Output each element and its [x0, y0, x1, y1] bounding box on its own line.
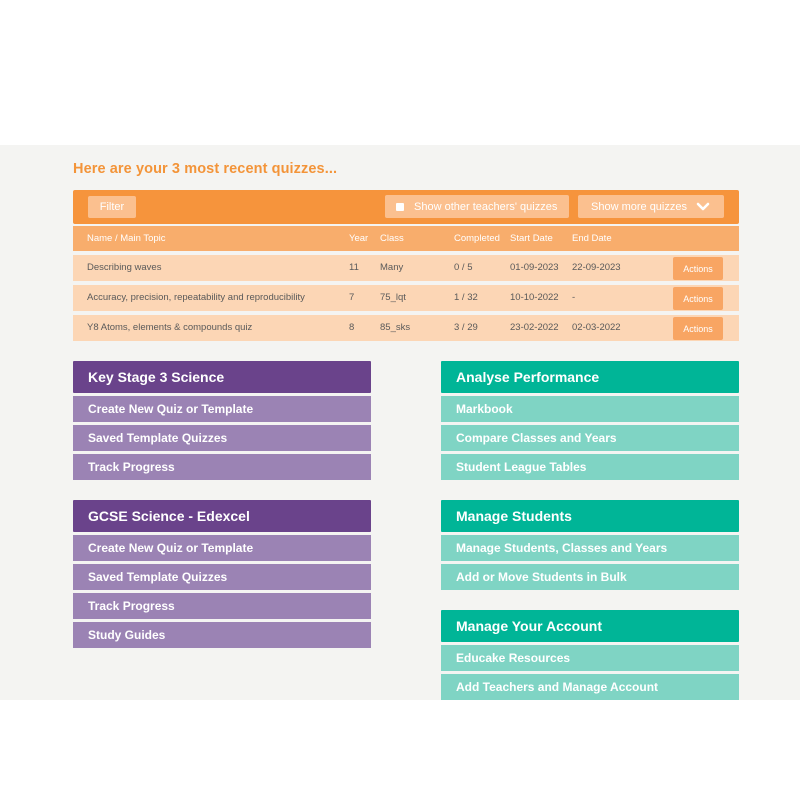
cell-name[interactable]: Y8 Atoms, elements & compounds quiz [87, 322, 253, 333]
gcse-science-header[interactable]: GCSE Science - Edexcel [73, 500, 371, 532]
filter-button[interactable]: Filter [88, 196, 136, 218]
table-row [73, 285, 739, 311]
table-row [73, 315, 739, 341]
manage-students-header[interactable]: Manage Students [441, 500, 739, 532]
cell-end-date: 22-09-2023 [572, 262, 621, 273]
cell-start-date: 23-02-2022 [510, 322, 559, 333]
col-end-date: End Date [572, 233, 612, 244]
cell-year: 7 [349, 292, 355, 303]
quiz-table-header [73, 226, 739, 251]
ks3-create-quiz-link[interactable]: Create New Quiz or Template [73, 396, 371, 422]
add-teachers-link[interactable]: Add Teachers and Manage Account [441, 674, 739, 700]
col-class: Class [380, 233, 404, 244]
actions-button[interactable]: Actions [673, 287, 723, 310]
dashboard-canvas [0, 145, 800, 700]
quiz-toolbar [73, 190, 739, 224]
manage-students-classes-link[interactable]: Manage Students, Classes and Years [441, 535, 739, 561]
recent-quizzes-title: Here are your 3 most recent quizzes... [73, 161, 338, 177]
gcse-study-guides-link[interactable]: Study Guides [73, 622, 371, 648]
cell-year: 8 [349, 322, 355, 333]
col-start-date: Start Date [510, 233, 553, 244]
cell-name[interactable]: Describing waves [87, 262, 162, 273]
cell-start-date: 10-10-2022 [510, 292, 559, 303]
ks3-science-menu [73, 361, 371, 480]
ks3-science-header[interactable]: Key Stage 3 Science [73, 361, 371, 393]
cell-name[interactable]: Accuracy, precision, repeatability and reproducibility [87, 292, 305, 303]
col-name: Name / Main Topic [87, 233, 166, 244]
cell-completed: 1 / 32 [454, 292, 478, 303]
manage-account-menu [441, 610, 739, 700]
gcse-saved-templates-link[interactable]: Saved Template Quizzes [73, 564, 371, 590]
actions-button[interactable]: Actions [673, 257, 723, 280]
gcse-science-menu [73, 500, 371, 648]
cell-class: Many [380, 262, 404, 273]
student-league-tables-link[interactable]: Student League Tables [441, 454, 739, 480]
cell-end-date: - [572, 292, 576, 303]
cell-year: 11 [349, 262, 359, 273]
gcse-track-progress-link[interactable]: Track Progress [73, 593, 371, 619]
actions-button[interactable]: Actions [673, 317, 723, 340]
show-more-quizzes-button[interactable] [578, 195, 724, 218]
analyse-performance-menu [441, 361, 739, 480]
cell-end-date: 02-03-2022 [572, 322, 621, 333]
manage-students-menu [441, 500, 739, 590]
manage-account-header[interactable]: Manage Your Account [441, 610, 739, 642]
educake-resources-link[interactable]: Educake Resources [441, 645, 739, 671]
gcse-create-quiz-link[interactable]: Create New Quiz or Template [73, 535, 371, 561]
table-row [73, 255, 739, 281]
cell-start-date: 01-09-2023 [510, 262, 559, 273]
show-other-teachers-toggle[interactable] [385, 195, 569, 218]
show-more-quizzes-label: Show more quizzes [591, 200, 687, 213]
analyse-performance-header[interactable]: Analyse Performance [441, 361, 739, 393]
cell-completed: 3 / 29 [454, 322, 478, 333]
other-teachers-checkbox[interactable] [396, 203, 404, 211]
cell-class: 85_sks [380, 322, 411, 333]
show-other-teachers-label: Show other teachers' quizzes [414, 200, 558, 213]
ks3-track-progress-link[interactable]: Track Progress [73, 454, 371, 480]
markbook-link[interactable]: Markbook [441, 396, 739, 422]
cell-class: 75_lqt [380, 292, 406, 303]
compare-classes-link[interactable]: Compare Classes and Years [441, 425, 739, 451]
ks3-saved-templates-link[interactable]: Saved Template Quizzes [73, 425, 371, 451]
recent-quizzes-panel [73, 190, 739, 341]
chevron-down-icon [696, 202, 710, 212]
col-completed: Completed [454, 233, 500, 244]
cell-completed: 0 / 5 [454, 262, 473, 273]
add-move-students-link[interactable]: Add or Move Students in Bulk [441, 564, 739, 590]
col-year: Year [349, 233, 369, 244]
